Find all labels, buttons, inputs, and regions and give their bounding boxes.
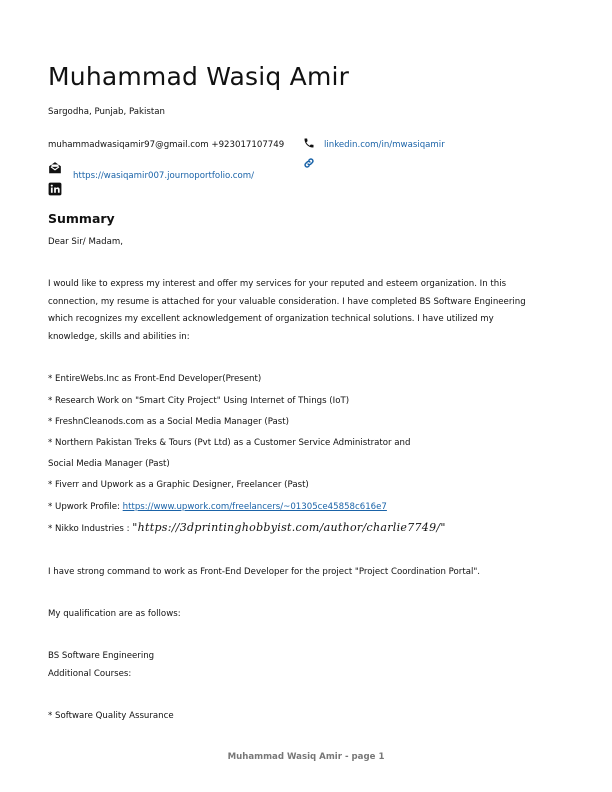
nikko-label: * Nikko Industries : [48, 524, 133, 534]
phone-icon [303, 134, 315, 153]
experience-item: * Research Work on "Smart City Project" Using Internet of Things (IoT) [48, 396, 350, 406]
intro-line: knowledge, skills and abilities in: [48, 331, 190, 342]
portfolio-link[interactable]: https://wasiqamir007.journoportfolio.com/ [73, 171, 255, 181]
linkedin-link[interactable]: linkedin.com/in/mwasiqamir [324, 140, 445, 150]
intro-paragraph [48, 276, 548, 346]
page-footer: Muhammad Wasiq Amir - page 1 [227, 752, 385, 762]
course-item: * Software Quality Assurance [48, 711, 174, 721]
link-icon [303, 154, 315, 173]
command-statement: I have strong command to work as Front-End Developer for the project "Project Coordination Portal". [48, 567, 481, 577]
nikko-line [48, 521, 548, 534]
candidate-name: Muhammad Wasiq Amir [48, 62, 350, 91]
intro-line: which recognizes my excellent acknowledgement of organization technical solutions. I have utilized my [48, 314, 494, 325]
upwork-profile-line [48, 502, 548, 512]
summary-heading: Summary [48, 211, 115, 226]
email-phone[interactable]: muhammadwasiqamir97@gmail.com +923017107749 [48, 140, 285, 150]
experience-item: * EntireWebs.Inc as Front-End Developer(Present) [48, 374, 262, 384]
experience-item: Social Media Manager (Past) [48, 459, 170, 469]
greeting: Dear Sir/ Madam, [48, 237, 123, 247]
linkedin-icon[interactable] [48, 181, 62, 200]
intro-line: I would like to express my interest and offer my services for your reputed and esteem organization. In this [48, 279, 507, 289]
qualification-intro: My qualification are as follows: [48, 609, 181, 619]
location: Sargodha, Punjab, Pakistan [48, 107, 165, 117]
nikko-url: "https://3dprintinghobbyist.com/author/charlie7749/" [132, 521, 446, 534]
experience-item: * FreshnCleanods.com as a Social Media Manager (Past) [48, 417, 289, 427]
experience-item: * Fiverr and Upwork as a Graphic Designer, Freelancer (Past) [48, 480, 309, 490]
upwork-label: * Upwork Profile: [48, 502, 123, 512]
additional-courses-label: Additional Courses: [48, 669, 132, 679]
upwork-link[interactable]: https://www.upwork.com/freelancers/~01305ce45858c616e7 [122, 502, 387, 512]
intro-line: connection, my resume is attached for your valuable consideration. I have completed BS Software Engineering [48, 296, 526, 307]
experience-item: * Northern Pakistan Treks & Tours (Pvt Ltd) as a Customer Service Administrator and [48, 438, 411, 448]
degree: BS Software Engineering [48, 651, 155, 661]
email-icon [48, 160, 62, 179]
